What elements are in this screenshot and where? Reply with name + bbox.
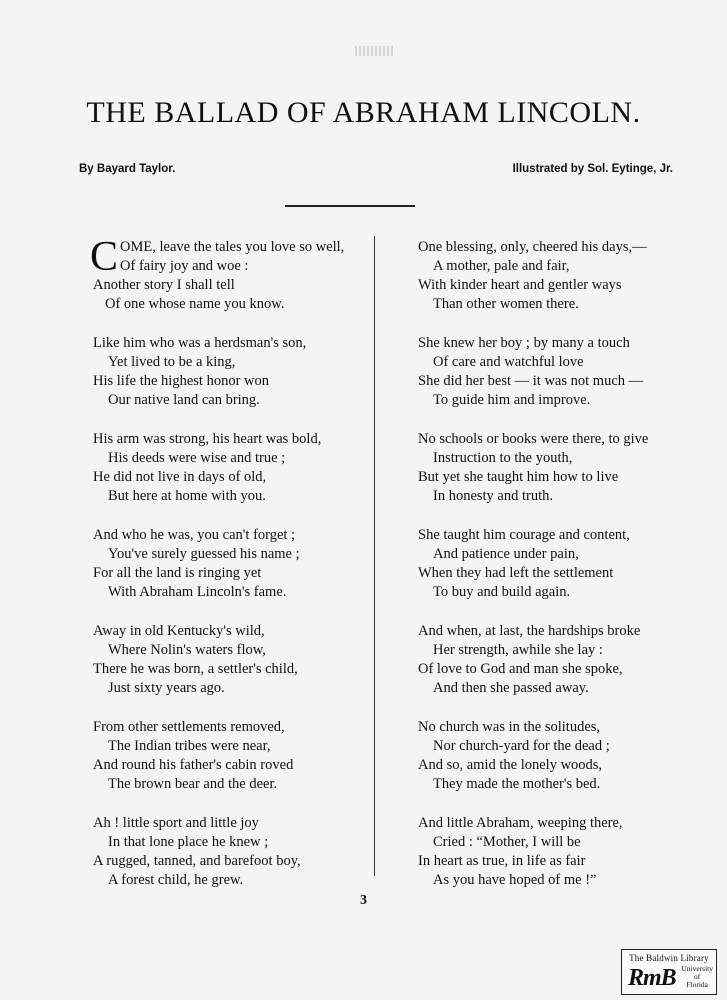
poem-line: No schools or books were there, to give: [418, 431, 649, 447]
poem-line: Our native land can bring.: [108, 392, 260, 408]
column-divider: [374, 236, 375, 876]
poem-line: A rugged, tanned, and barefoot boy,: [93, 853, 301, 869]
poem-line: But here at home with you.: [108, 488, 266, 504]
poem-line: And little Abraham, weeping there,: [418, 815, 623, 831]
poem-line: To buy and build again.: [433, 584, 571, 600]
stanza: [418, 526, 718, 602]
stamp-university: [681, 965, 713, 989]
smudge-mark: [355, 46, 395, 56]
stamp-monogram: RmB: [628, 965, 676, 991]
poem-line: And patience under pain,: [433, 546, 579, 562]
poem-line: To guide him and improve.: [433, 392, 591, 408]
poem-line: For all the land is ringing yet: [93, 565, 262, 581]
poem-line: A mother, pale and fair,: [433, 258, 570, 274]
poem-line: A forest child, he grew.: [108, 872, 244, 888]
poem-line: With Abraham Lincoln's fame.: [108, 584, 287, 600]
poem-line: She did her best — it was not much —: [418, 373, 644, 389]
poem-line: Ah ! little sport and little joy: [93, 815, 259, 831]
poem-line: Of care and watchful love: [433, 354, 584, 370]
poem-line: But yet she taught him how to live: [418, 469, 619, 485]
poem-line: OME, leave the tales you love so well,: [120, 239, 345, 255]
poem-line: And then she passed away.: [433, 680, 589, 696]
poem-line: No church was in the solitudes,: [418, 719, 601, 735]
stanza: [418, 622, 718, 698]
poem-line: Her strength, awhile she lay :: [433, 642, 603, 658]
poem-line: Than other women there.: [433, 296, 579, 312]
page-number: 3: [360, 893, 367, 908]
poem-line: And so, amid the lonely woods,: [418, 757, 603, 773]
poem-line: In honesty and truth.: [433, 488, 554, 504]
poem-line: His deeds were wise and true ;: [108, 450, 286, 466]
stamp-university-line: Florida: [686, 980, 708, 989]
stanza: [93, 334, 393, 410]
poem-line: His life the highest honor won: [93, 373, 269, 389]
poem-line: And round his father's cabin roved: [93, 757, 294, 773]
poem-line: In heart as true, in life as fair: [418, 853, 586, 869]
library-stamp: [621, 949, 717, 995]
poem-line: She knew her boy ; by many a touch: [418, 335, 630, 351]
poem-line: Like him who was a herdsman's son,: [93, 335, 307, 351]
poem-line: He did not live in days of old,: [93, 469, 267, 485]
title-rule: [285, 205, 415, 207]
poem-line: In that lone place he knew ;: [108, 834, 269, 850]
poem-line: Of love to God and man she spoke,: [418, 661, 623, 677]
author-byline: By Bayard Taylor.: [79, 163, 176, 175]
stanza: [418, 334, 718, 410]
stamp-university-line: of: [694, 972, 701, 981]
stanza: [90, 234, 393, 314]
stanza: [93, 718, 393, 794]
stanza: [93, 430, 393, 506]
stamp-library-name: The Baldwin Library: [629, 953, 709, 963]
page-title: THE BALLAD OF ABRAHAM LINCOLN.: [86, 96, 641, 129]
stanza: [93, 526, 393, 602]
poem-line: Of one whose name you know.: [105, 296, 285, 312]
poem-line: And when, at last, the hardships broke: [418, 623, 641, 639]
illustrator-byline: Illustrated by Sol. Eytinge, Jr.: [512, 163, 673, 175]
poem-line: They made the mother's bed.: [433, 776, 601, 792]
poem-line: Cried : “Mother, I will be: [433, 834, 581, 850]
poem-line: The Indian tribes were near,: [108, 738, 271, 754]
stanza: [93, 814, 393, 890]
poem-line: And who he was, you can't forget ;: [93, 527, 296, 543]
stanza: [93, 622, 393, 698]
poem-line: Just sixty years ago.: [108, 680, 225, 696]
drop-cap: C: [90, 234, 119, 280]
poem-line: His arm was strong, his heart was bold,: [93, 431, 322, 447]
poem-line: Another story I shall tell: [93, 277, 235, 293]
poem-line: As you have hoped of me !”: [433, 872, 597, 888]
poem-line: Instruction to the youth,: [433, 450, 573, 466]
stanza: [418, 238, 718, 314]
poem-line: One blessing, only, cheered his days,—: [418, 239, 647, 255]
poem-line: Where Nolin's waters flow,: [108, 642, 266, 658]
poem-column-right: [418, 238, 718, 910]
stanza: [418, 814, 718, 890]
stanza: [418, 718, 718, 794]
poem-line: Away in old Kentucky's wild,: [93, 623, 265, 639]
poem-line: Of fairy joy and woe :: [120, 258, 249, 274]
stamp-university-line: University: [681, 964, 713, 973]
poem-line: When they had left the settlement: [418, 565, 614, 581]
poem-line: She taught him courage and content,: [418, 527, 630, 543]
poem-line: You've surely guessed his name ;: [108, 546, 300, 562]
poem-line: There he was born, a settler's child,: [93, 661, 298, 677]
poem-line: Yet lived to be a king,: [108, 354, 236, 370]
poem-line: The brown bear and the deer.: [108, 776, 278, 792]
poem-line: Nor church-yard for the dead ;: [433, 738, 610, 754]
poem-line: With kinder heart and gentler ways: [418, 277, 622, 293]
stanza: [418, 430, 718, 506]
poem-column-left: [90, 234, 393, 910]
poem-line: From other settlements removed,: [93, 719, 285, 735]
